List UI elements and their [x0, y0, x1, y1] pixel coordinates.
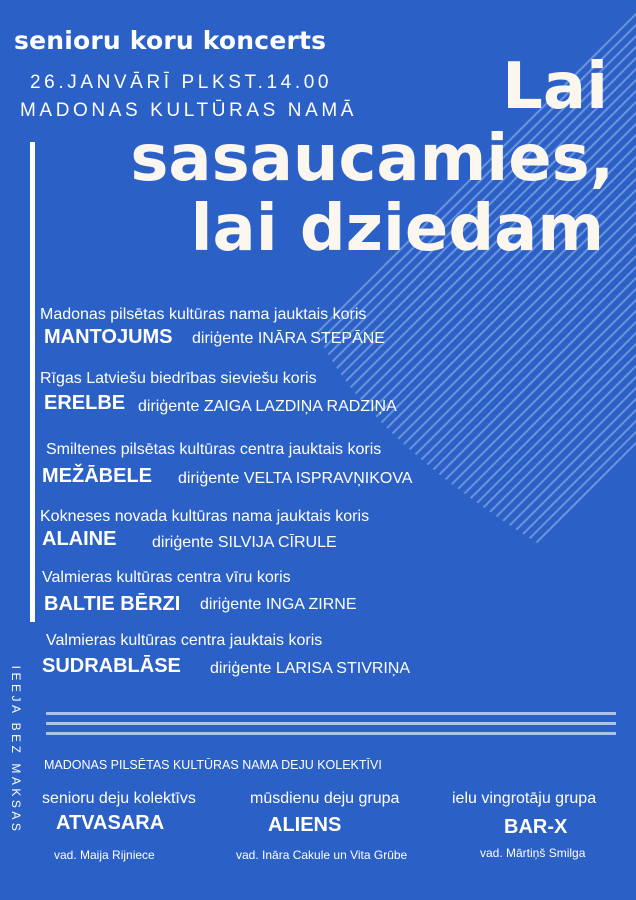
- event-title: senioru koru koncerts: [14, 26, 327, 55]
- headline-line-1: Lai: [502, 50, 608, 124]
- dance-group-type: senioru deju kolektīvs: [42, 790, 196, 807]
- horizontal-rule: [46, 712, 616, 715]
- choir-description: Madonas pilsētas kultūras nama jauktais koris: [40, 306, 367, 323]
- event-venue: MADONAS KULTŪRAS NAMĀ: [20, 100, 358, 121]
- choir-name: BALTIE BĒRZI: [44, 593, 181, 615]
- dance-group-type: ielu vingrotāju grupa: [452, 790, 597, 807]
- choir-description: Kokneses novada kultūras nama jauktais koris: [40, 508, 370, 525]
- dance-group-name: ATVASARA: [56, 812, 165, 834]
- choir-description: Valmieras kultūras centra jauktais koris: [46, 632, 323, 649]
- choir-name: ERELBE: [44, 392, 126, 414]
- horizontal-rule: [46, 722, 616, 725]
- choir-conductor: diriģente INGA ZIRNE: [200, 596, 357, 613]
- horizontal-rule: [46, 732, 616, 735]
- headline-line-3: lai dziedam: [190, 192, 604, 266]
- dance-group-leader: vad. Maija Rijniece: [54, 848, 155, 862]
- choir-name: SUDRABLĀSE: [42, 655, 181, 677]
- dance-group-leader: vad. Ināra Cakule un Vita Grūbe: [236, 848, 408, 862]
- dance-groups-heading: MADONAS PILSĒTAS KULTŪRAS NAMA DEJU KOLEKTĪVI: [44, 758, 382, 772]
- dance-group-name: ALIENS: [268, 814, 342, 836]
- choir-conductor: diriģente SILVIJA CĪRULE: [152, 534, 337, 551]
- choir-description: Smiltenes pilsētas kultūras centra jauktais koris: [46, 441, 382, 458]
- choir-conductor: diriģente INĀRA STEPĀNE: [192, 330, 385, 347]
- dance-group-name: BAR-X: [504, 816, 568, 838]
- choir-conductor: diriģente ZAIGA LAZDIŅA RADZIŅA: [138, 398, 397, 415]
- choir-name: MEŽĀBELE: [42, 465, 152, 487]
- choir-conductor: diriģente VELTA ISPRAVŅIKOVA: [178, 470, 413, 487]
- free-entry-text: IEEJA BEZ MAKSAS: [9, 665, 23, 835]
- choir-name: ALAINE: [42, 528, 117, 550]
- choir-conductor: diriģente LARISA STIVRIŅA: [210, 660, 411, 677]
- event-date-time: 26.JANVĀRĪ PLKST.14.00: [30, 72, 333, 93]
- choir-name: MANTOJUMS: [44, 326, 173, 348]
- vertical-divider: [30, 142, 35, 622]
- dance-group-type: mūsdienu deju grupa: [250, 790, 400, 807]
- headline-line-2: sasaucamies,: [130, 122, 614, 196]
- free-entry-vertical: [4, 640, 28, 860]
- dance-group-leader: vad. Mārtiņš Smilga: [480, 846, 586, 860]
- choir-description: Valmieras kultūras centra vīru koris: [42, 569, 291, 586]
- choir-description: Rīgas Latviešu biedrības sieviešu koris: [40, 370, 317, 387]
